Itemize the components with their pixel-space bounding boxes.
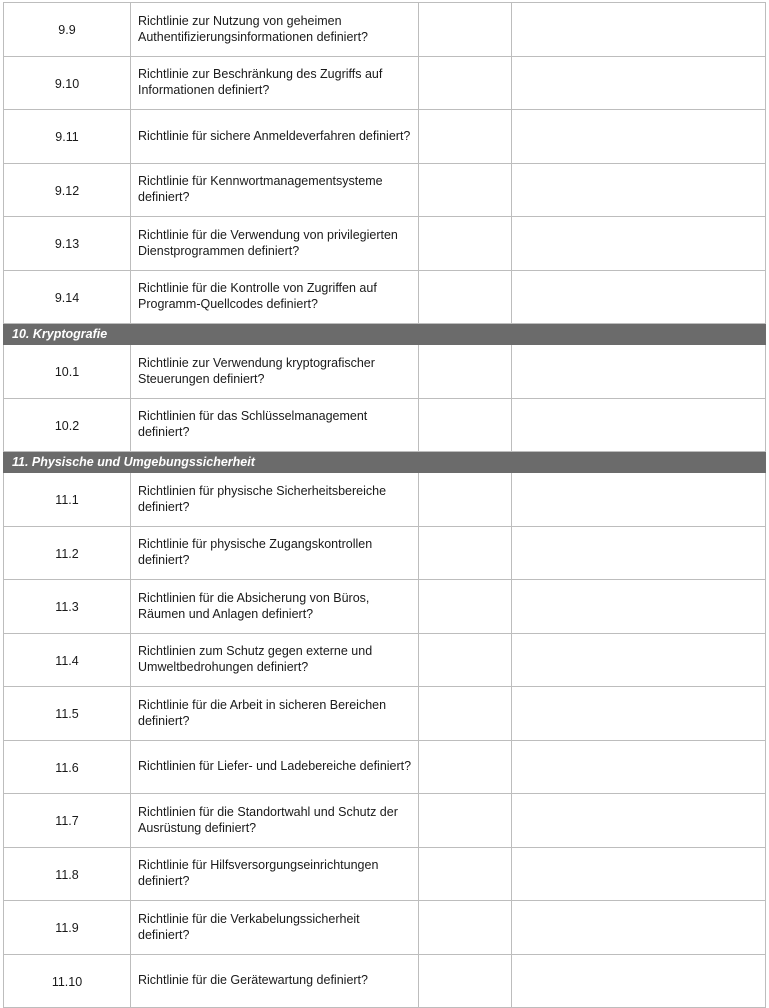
answer-cell[interactable] [419,526,512,580]
item-number: 11.7 [4,794,131,848]
answer-cell[interactable] [419,847,512,901]
answer-cell[interactable] [419,163,512,217]
item-number: 11.5 [4,687,131,741]
answer-cell[interactable] [419,473,512,527]
policy-checklist-table [3,2,766,1008]
item-question: Richtlinie für sichere Anmeldeverfahren definiert? [131,110,419,164]
item-question: Richtlinien zum Schutz gegen externe und Umweltbedrohungen definiert? [131,633,419,687]
item-number: 9.13 [4,217,131,271]
item-number: 10.1 [4,345,131,399]
item-number: 11.10 [4,954,131,1008]
answer-cell[interactable] [419,110,512,164]
item-question: Richtlinie zur Nutzung von geheimen Authentifizierungsinformationen definiert? [131,3,419,57]
item-question: Richtlinien für das Schlüsselmanagement definiert? [131,398,419,452]
answer-cell[interactable] [419,954,512,1008]
item-number: 11.1 [4,473,131,527]
table-row [4,398,766,452]
table-row [4,270,766,324]
item-number: 11.2 [4,526,131,580]
answer-cell[interactable] [419,580,512,634]
section-header-row [4,324,766,345]
answer-cell[interactable] [419,794,512,848]
item-question: Richtlinie für die Verwendung von privilegierten Dienstprogrammen definiert? [131,217,419,271]
item-number: 9.12 [4,163,131,217]
item-question: Richtlinien für Liefer- und Ladebereiche definiert? [131,740,419,794]
item-number: 11.4 [4,633,131,687]
item-number: 11.6 [4,740,131,794]
item-number: 11.9 [4,901,131,955]
table-row [4,345,766,399]
notes-cell[interactable] [512,633,766,687]
table-row [4,794,766,848]
table-row [4,3,766,57]
table-row [4,901,766,955]
notes-cell[interactable] [512,687,766,741]
answer-cell[interactable] [419,270,512,324]
table-row [4,526,766,580]
notes-cell[interactable] [512,740,766,794]
item-question: Richtlinie für die Kontrolle von Zugriffen auf Programm-Quellcodes definiert? [131,270,419,324]
item-number: 9.11 [4,110,131,164]
item-question: Richtlinien für die Absicherung von Büros, Räumen und Anlagen definiert? [131,580,419,634]
table-row [4,473,766,527]
notes-cell[interactable] [512,473,766,527]
item-number: 9.9 [4,3,131,57]
checklist-page [3,2,765,1008]
notes-cell[interactable] [512,901,766,955]
notes-cell[interactable] [512,580,766,634]
answer-cell[interactable] [419,633,512,687]
notes-cell[interactable] [512,398,766,452]
item-question: Richtlinien für physische Sicherheitsbereiche definiert? [131,473,419,527]
notes-cell[interactable] [512,163,766,217]
answer-cell[interactable] [419,901,512,955]
item-question: Richtlinie für die Gerätewartung definiert? [131,954,419,1008]
item-question: Richtlinie für Hilfsversorgungseinrichtungen definiert? [131,847,419,901]
item-number: 10.2 [4,398,131,452]
item-number: 11.8 [4,847,131,901]
answer-cell[interactable] [419,3,512,57]
table-row [4,163,766,217]
item-question: Richtlinie für die Verkabelungssicherheit definiert? [131,901,419,955]
table-row [4,580,766,634]
answer-cell[interactable] [419,217,512,271]
section-title: 10. Kryptografie [4,324,766,345]
notes-cell[interactable] [512,345,766,399]
item-number: 9.10 [4,56,131,110]
item-question: Richtlinie zur Verwendung kryptografischer Steuerungen definiert? [131,345,419,399]
notes-cell[interactable] [512,110,766,164]
item-question: Richtlinie zur Beschränkung des Zugriffs auf Informationen definiert? [131,56,419,110]
answer-cell[interactable] [419,56,512,110]
notes-cell[interactable] [512,794,766,848]
item-number: 9.14 [4,270,131,324]
table-row [4,56,766,110]
section-header-row [4,452,766,473]
item-question: Richtlinie für physische Zugangskontrollen definiert? [131,526,419,580]
notes-cell[interactable] [512,3,766,57]
notes-cell[interactable] [512,270,766,324]
notes-cell[interactable] [512,954,766,1008]
notes-cell[interactable] [512,847,766,901]
item-number: 11.3 [4,580,131,634]
table-row [4,217,766,271]
table-row [4,633,766,687]
item-question: Richtlinie für die Arbeit in sicheren Bereichen definiert? [131,687,419,741]
table-row [4,110,766,164]
answer-cell[interactable] [419,687,512,741]
item-question: Richtlinien für die Standortwahl und Schutz der Ausrüstung definiert? [131,794,419,848]
table-row [4,954,766,1008]
table-row [4,687,766,741]
answer-cell[interactable] [419,740,512,794]
notes-cell[interactable] [512,56,766,110]
table-row [4,847,766,901]
answer-cell[interactable] [419,345,512,399]
answer-cell[interactable] [419,398,512,452]
item-question: Richtlinie für Kennwortmanagementsysteme definiert? [131,163,419,217]
notes-cell[interactable] [512,526,766,580]
table-row [4,740,766,794]
notes-cell[interactable] [512,217,766,271]
section-title: 11. Physische und Umgebungssicherheit [4,452,766,473]
